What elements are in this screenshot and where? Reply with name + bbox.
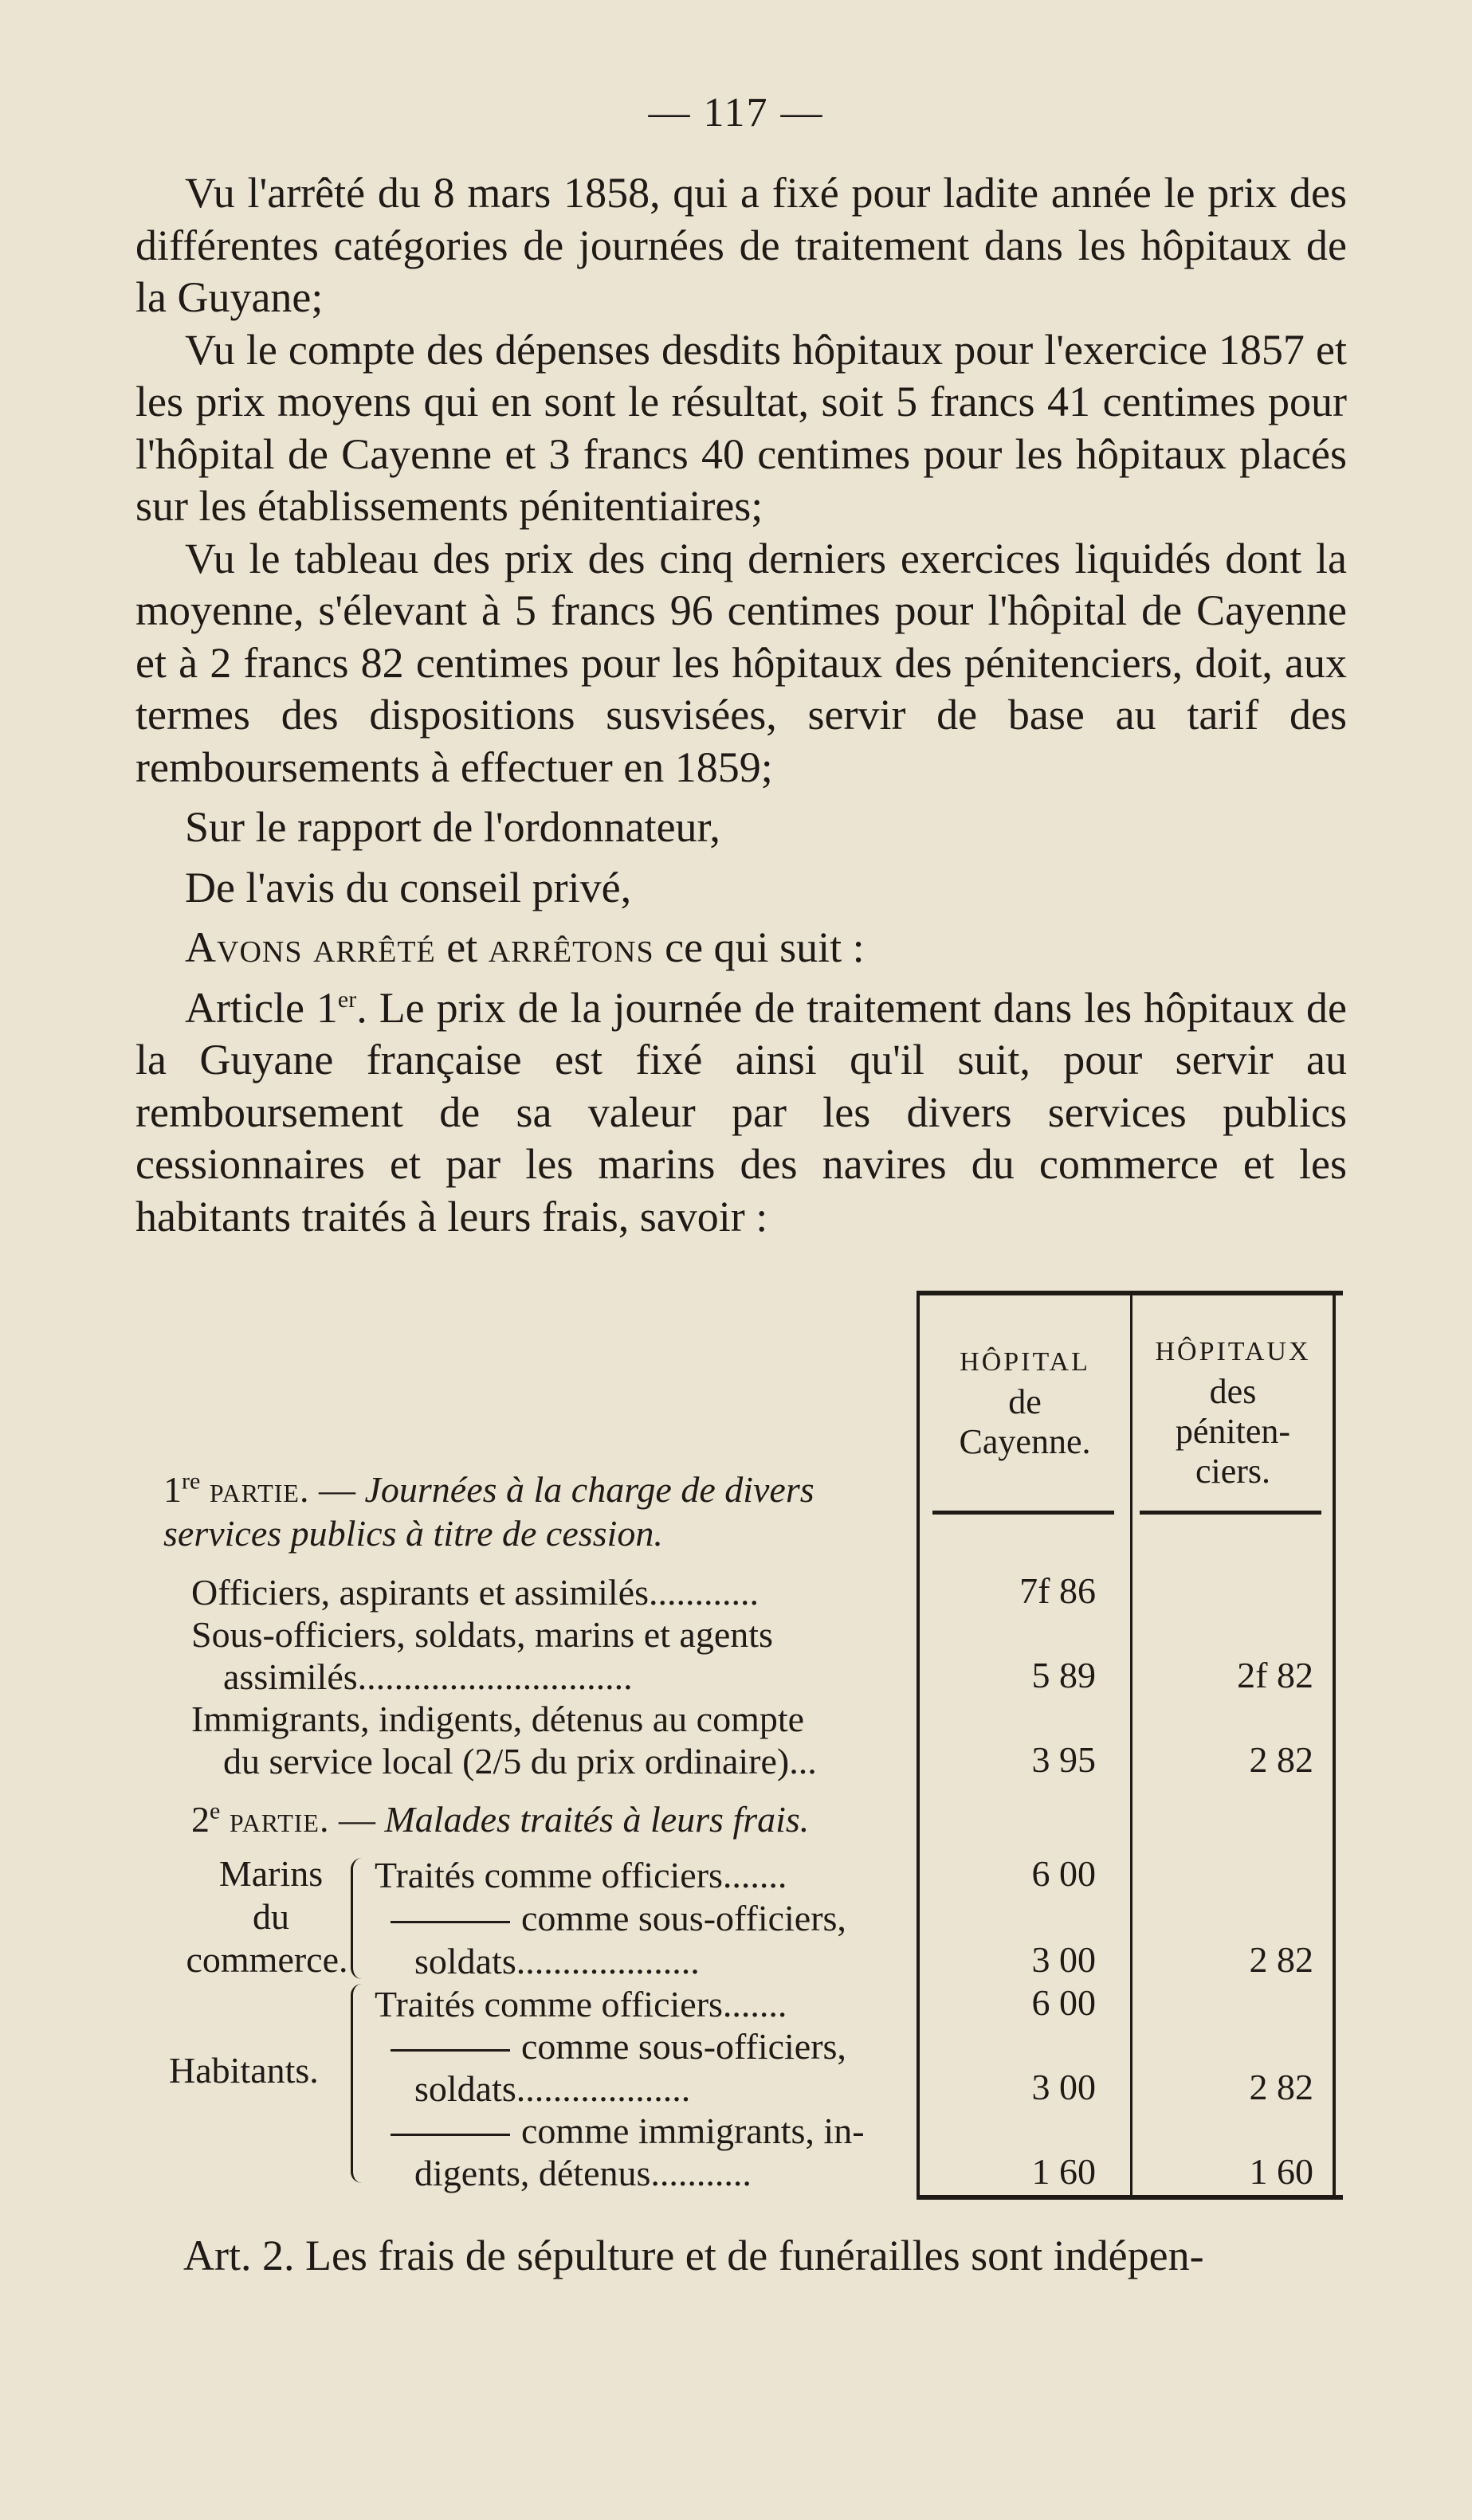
paragraph: Sur le rapport de l'ordonnateur,: [185, 803, 720, 851]
article-1: [135, 982, 1347, 1244]
row-label: Sous-officiers, soldats, marins et agents: [191, 1614, 773, 1655]
group-label-habitants: Habitants.: [169, 2050, 319, 2091]
part-title: Journées à la charge de divers services publics à titre de cession.: [163, 1469, 815, 1554]
part-number: 1: [163, 1469, 182, 1510]
part-sup: re: [182, 1468, 201, 1495]
enacting-formula: [135, 922, 1347, 974]
group-label-line: Marins: [218, 1853, 324, 1894]
row-label: Immigrants, indigents, détenus au compte: [191, 1699, 805, 1739]
group-row: [391, 1895, 846, 1941]
group-label-marins: [186, 1852, 351, 1981]
paragraph: Vu le compte des dépenses desdits hôpitaux pour l'exercice 1857 et les prix moyens qui en sont le résultat, soit 5 francs 41 centimes pour l'hôpital de Cayenne et 3 francs 40 centimes pour les hôpitaux placés sur les établissements pénitentiaires;: [135, 325, 1347, 530]
value-penitenciers: 2 82: [1249, 1739, 1313, 1780]
table-top-rule: [917, 1291, 1343, 1295]
ditto-dash: [391, 2049, 510, 2052]
group-row: [391, 2024, 846, 2069]
header-underline-2: [1140, 1511, 1321, 1515]
value-cayenne: 3 95: [1031, 1739, 1096, 1780]
brace-marins: [351, 1858, 364, 1979]
col-header-cayenne: [921, 1342, 1129, 1462]
ditto-dash: [391, 2134, 510, 2136]
row-label: Officiers, aspirants et assimilés............: [191, 1572, 760, 1613]
group-row-text: comme sous-officiers,: [521, 2026, 846, 2067]
paragraph: Vu l'arrêté du 8 mars 1858, qui a fixé pour ladite année le prix des différentes catégories de journées de traitement dans les hôpitaux de la Guyane;: [135, 169, 1347, 321]
enact-word: Avons: [185, 923, 303, 971]
group-row: soldats...................: [414, 2068, 691, 2109]
value-penitenciers: 2f 82: [1237, 1655, 1313, 1695]
ditto-dash: [391, 1921, 510, 1923]
group-row: digents, détenus...........: [414, 2153, 752, 2193]
part-label: partie.: [229, 1799, 330, 1840]
article-head: Article 1: [185, 983, 338, 1032]
table-mid-rule: [1130, 1291, 1132, 2199]
table-right-rule: [1333, 1291, 1336, 2199]
paragraph: Vu le tableau des prix des cinq derniers exercices liquidés dont la moyenne, s'élevant à 5 francs 96 centimes pour l'hôpital de Cayenne et à 2 francs 82 centimes pour les hôpitaux des pénitenciers, doit, aux termes des dispositions susvisées, servir de base au tarif des remboursements à effectuer en 1859;: [135, 534, 1347, 791]
decree-text: [135, 167, 1347, 1243]
paragraph: De l'avis du conseil privé,: [185, 863, 632, 911]
part-sup: e: [210, 1797, 221, 1824]
col-header-penitenciers: [1133, 1332, 1333, 1491]
page-number: — 117 —: [648, 90, 824, 135]
part-label: partie.: [209, 1469, 310, 1510]
enact-word: ce qui suit :: [665, 923, 865, 971]
value-cayenne: 3 00: [1031, 2067, 1096, 2107]
enact-word: arrêtons: [488, 923, 654, 971]
col-header-sub: Cayenne.: [959, 1422, 1091, 1461]
col-header-title: HÔPITAL: [960, 1347, 1090, 1377]
value-penitenciers: 2 82: [1249, 1939, 1313, 1980]
part-2-heading: [191, 1797, 809, 1842]
part-1-heading: [163, 1468, 913, 1555]
value-cayenne: 6 00: [1031, 1982, 1096, 2023]
header-underline-1: [932, 1511, 1114, 1515]
col-header-sub: ciers.: [1195, 1452, 1271, 1491]
part-dash: —: [329, 1799, 385, 1840]
value-cayenne: 7f 86: [1019, 1570, 1096, 1611]
enact-word: et: [446, 923, 478, 971]
part-number: 2: [191, 1799, 210, 1840]
table-bottom-rule: [917, 2195, 1343, 2200]
row-label: du service local (2/5 du prix ordinaire)...: [223, 1741, 817, 1781]
value-cayenne: 6 00: [1031, 1853, 1096, 1894]
value-cayenne: 5 89: [1031, 1655, 1096, 1695]
value-cayenne: 3 00: [1031, 1939, 1096, 1980]
part-dash: —: [309, 1469, 365, 1510]
brace-habitants: [351, 1984, 364, 2183]
enact-word: arrêté: [312, 923, 436, 971]
group-row: Traités comme officiers.......: [375, 1984, 787, 2024]
article-sup: er: [337, 986, 357, 1013]
article-2-start: Art. 2. Les frais de sépulture et de funérailles sont indépen-: [183, 2232, 1204, 2279]
part-title: Malades traités à leurs frais.: [384, 1799, 810, 1840]
table-left-rule: [917, 1291, 920, 2199]
col-header-title: HÔPITAUX: [1155, 1337, 1311, 1366]
group-row-text: comme immigrants, in-: [521, 2110, 865, 2151]
group-row-text: comme sous-officiers,: [521, 1898, 846, 1938]
col-header-sub: péniten-: [1175, 1412, 1291, 1451]
col-header-sub: de: [1008, 1382, 1042, 1421]
article-text: . Le prix de la journée de traitement dans les hôpitaux de la Guyane française est fixé ainsi qu'il suit, pour servir au remboursement de sa valeur par les divers services publics cessionnaires et par les marins des navires du commerce et les habitants traités à leurs frais, savoir :: [135, 983, 1347, 1240]
group-label-line: commerce.: [186, 1939, 348, 1980]
value-penitenciers: 1 60: [1249, 2151, 1313, 2192]
row-label: assimilés..............................: [223, 1656, 633, 1697]
col-header-sub: des: [1209, 1372, 1257, 1411]
group-row: soldats....................: [414, 1941, 700, 1981]
value-cayenne: 1 60: [1031, 2151, 1096, 2192]
group-label-line: du: [253, 1896, 289, 1937]
group-row: Traités comme officiers.......: [375, 1855, 787, 1895]
group-row: [391, 2108, 865, 2154]
value-penitenciers: 2 82: [1249, 2067, 1313, 2107]
